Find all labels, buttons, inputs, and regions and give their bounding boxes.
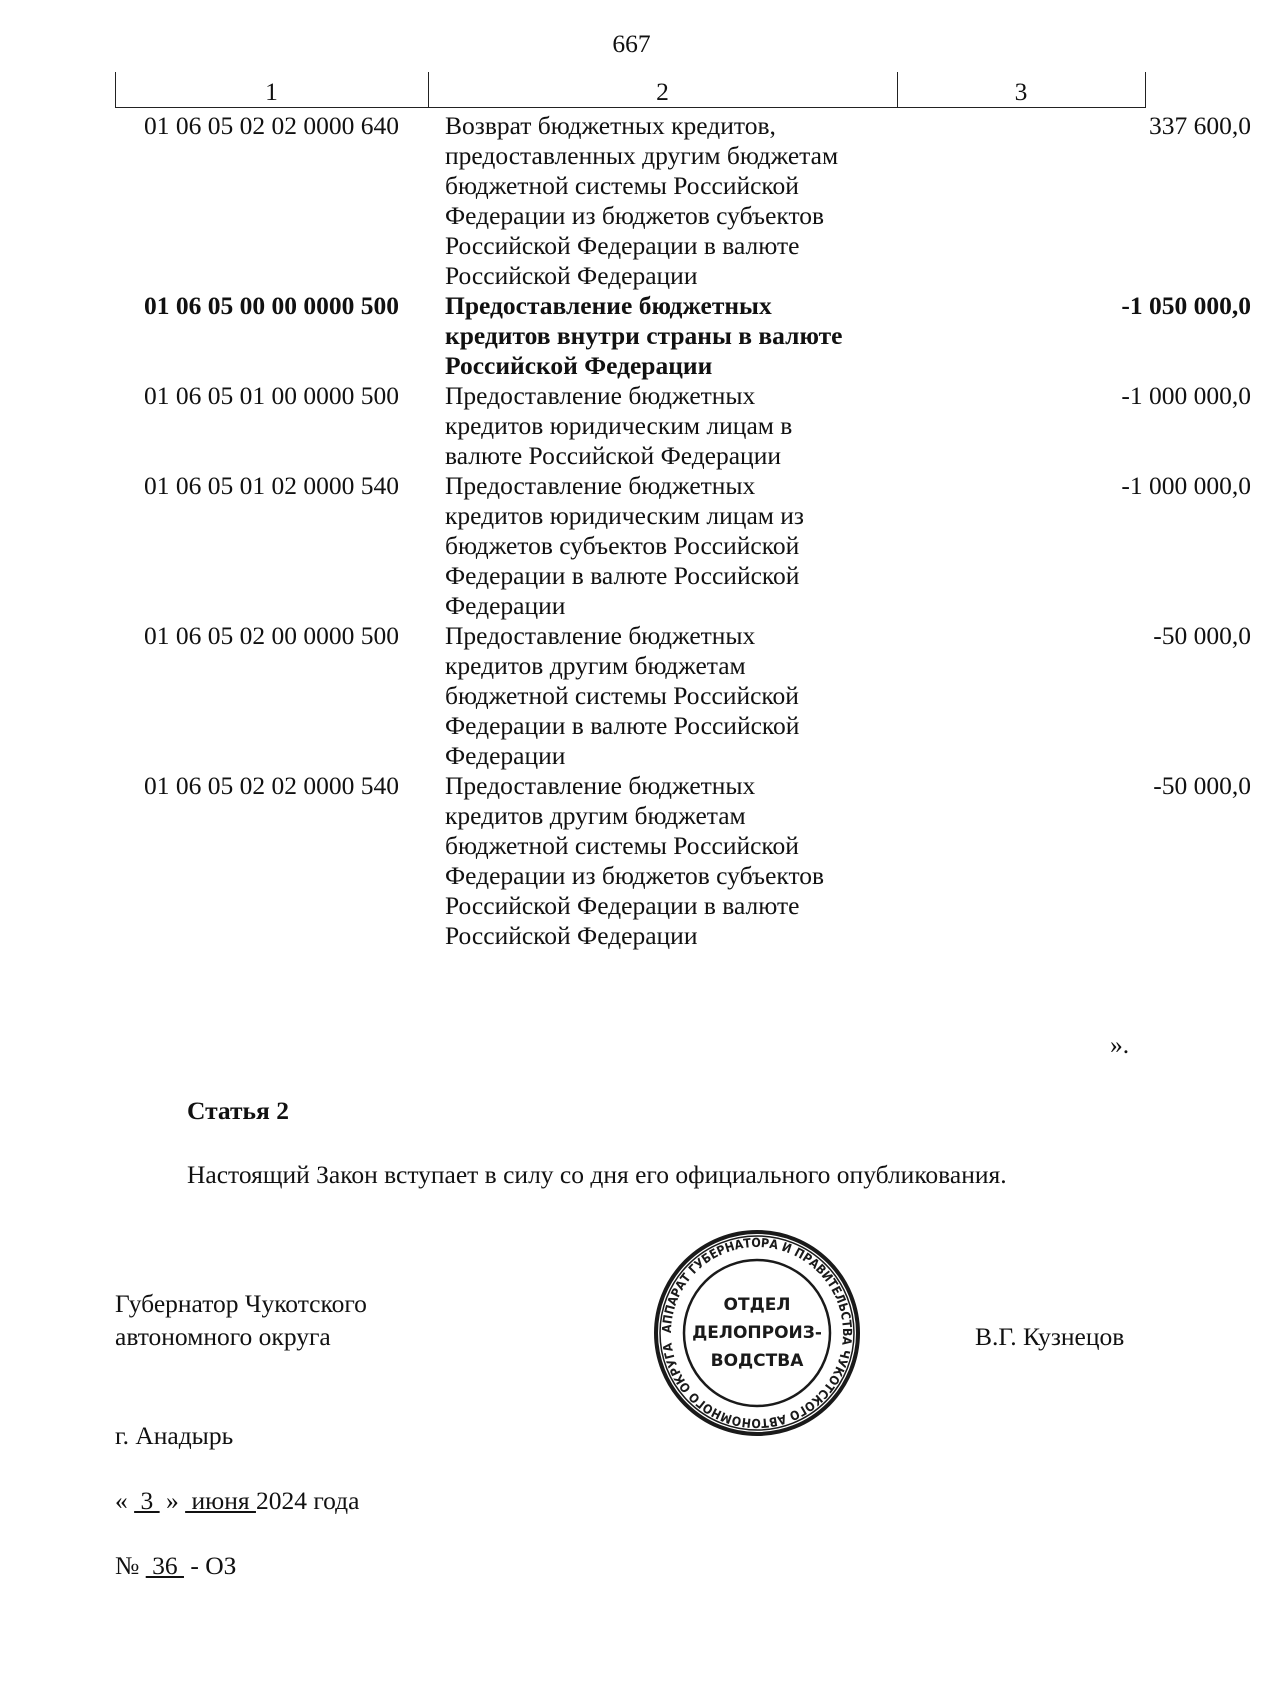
number-value: 36 xyxy=(145,1551,184,1580)
row-description-line: кредитов другим бюджетам xyxy=(445,651,746,680)
row-description-line: Федерации из бюджетов субъектов xyxy=(445,861,825,890)
page-number: 667 xyxy=(612,29,651,58)
row-description-line: Российской Федерации xyxy=(445,261,698,290)
date-open-quote: « xyxy=(115,1486,135,1515)
row-description xyxy=(445,770,895,950)
row-description-line: бюджетной системы Российской xyxy=(445,171,799,200)
date-day: 3 xyxy=(134,1486,160,1515)
row-code: 01 06 05 02 02 0000 540 xyxy=(144,771,399,800)
signatory-name: В.Г. Кузнецов xyxy=(975,1322,1125,1351)
stamp-ring-text: АППАРАТ ГУБЕРНАТОРА И ПРАВИТЕЛЬСТВА ЧУКОТСКОГО АВТОНОМНОГО ОКРУГА xyxy=(658,1234,856,1432)
row-description-line: Федерации в валюте Российской xyxy=(445,561,800,590)
official-stamp xyxy=(652,1228,862,1438)
date-month: июня xyxy=(185,1486,256,1515)
city: г. Анадырь xyxy=(115,1421,234,1450)
row-code: 01 06 05 00 00 0000 500 xyxy=(144,291,399,320)
stamp-center-line: ВОДСТВА xyxy=(710,1351,804,1371)
column-header-1: 1 xyxy=(265,77,278,106)
row-amount: -1 050 000,0 xyxy=(1121,291,1251,320)
stamp-center-line: ОТДЕЛ xyxy=(723,1295,791,1315)
row-amount: -1 000 000,0 xyxy=(1121,471,1251,500)
row-description-line: Российской Федерации xyxy=(445,921,698,950)
row-description-line: Российской Федерации в валюте xyxy=(445,891,800,920)
row-amount: -50 000,0 xyxy=(1153,771,1251,800)
row-description-line: Предоставление бюджетных xyxy=(445,381,756,410)
row-description-line: бюджетной системы Российской xyxy=(445,831,799,860)
row-description xyxy=(445,620,895,770)
signatory-title xyxy=(115,1288,367,1353)
row-description-line: Федерации xyxy=(445,741,566,770)
row-description-line: Возврат бюджетных кредитов, xyxy=(445,111,776,140)
row-description-line: бюджетов субъектов Российской xyxy=(445,531,800,560)
column-border xyxy=(1145,72,1146,108)
row-description-line: Предоставление бюджетных xyxy=(445,771,756,800)
row-amount: -50 000,0 xyxy=(1153,621,1251,650)
row-amount: -1 000 000,0 xyxy=(1121,381,1251,410)
row-description xyxy=(445,380,895,470)
column-header-2: 2 xyxy=(656,77,669,106)
row-code: 01 06 05 01 02 0000 540 xyxy=(144,471,399,500)
row-description-line: кредитов юридическим лицам в xyxy=(445,411,793,440)
date-close-quote: » xyxy=(159,1486,186,1515)
table-header xyxy=(115,72,1145,108)
row-description-line: предоставленных другим бюджетам xyxy=(445,141,839,170)
signing-date xyxy=(115,1485,359,1518)
article-text: Настоящий Закон вступает в силу со дня его официального опубликования. xyxy=(187,1160,1007,1189)
number-suffix: - ОЗ xyxy=(183,1551,237,1580)
number-prefix: № xyxy=(115,1551,146,1580)
row-description-line: Федерации из бюджетов субъектов xyxy=(445,201,825,230)
row-amount: 337 600,0 xyxy=(1149,111,1251,140)
row-description-line: Предоставление бюджетных xyxy=(445,471,756,500)
signatory-title-line: Губернатор Чукотского xyxy=(115,1289,367,1318)
row-code: 01 06 05 01 00 0000 500 xyxy=(144,381,399,410)
law-number xyxy=(115,1550,236,1583)
row-description-line: Предоставление бюджетных xyxy=(445,621,756,650)
row-description-line: кредитов внутри страны в валюте xyxy=(445,321,843,350)
row-description-line: валюте Российской Федерации xyxy=(445,441,781,470)
row-description-line: бюджетной системы Российской xyxy=(445,681,799,710)
row-description-line: кредитов другим бюджетам xyxy=(445,801,746,830)
row-description xyxy=(445,290,895,380)
article-title: Статья 2 xyxy=(187,1096,289,1125)
row-description xyxy=(445,110,895,290)
row-description-line: Федерации xyxy=(445,591,566,620)
stamp-center-line: ДЕЛОПРОИЗ- xyxy=(692,1323,822,1343)
row-description-line: Предоставление бюджетных xyxy=(445,291,772,320)
signatory-title-line: автономного округа xyxy=(115,1321,331,1351)
row-code: 01 06 05 02 00 0000 500 xyxy=(144,621,399,650)
row-description-line: кредитов юридическим лицам из xyxy=(445,501,804,530)
row-description-line: Российской Федерации xyxy=(445,351,713,380)
closing-quote: ». xyxy=(1110,1030,1130,1059)
row-description-line: Федерации в валюте Российской xyxy=(445,711,800,740)
date-year: 2024 года xyxy=(255,1486,360,1515)
column-header-3: 3 xyxy=(1014,77,1028,106)
row-code: 01 06 05 02 02 0000 640 xyxy=(144,111,399,140)
row-description xyxy=(445,470,895,620)
row-description-line: Российской Федерации в валюте xyxy=(445,231,800,260)
